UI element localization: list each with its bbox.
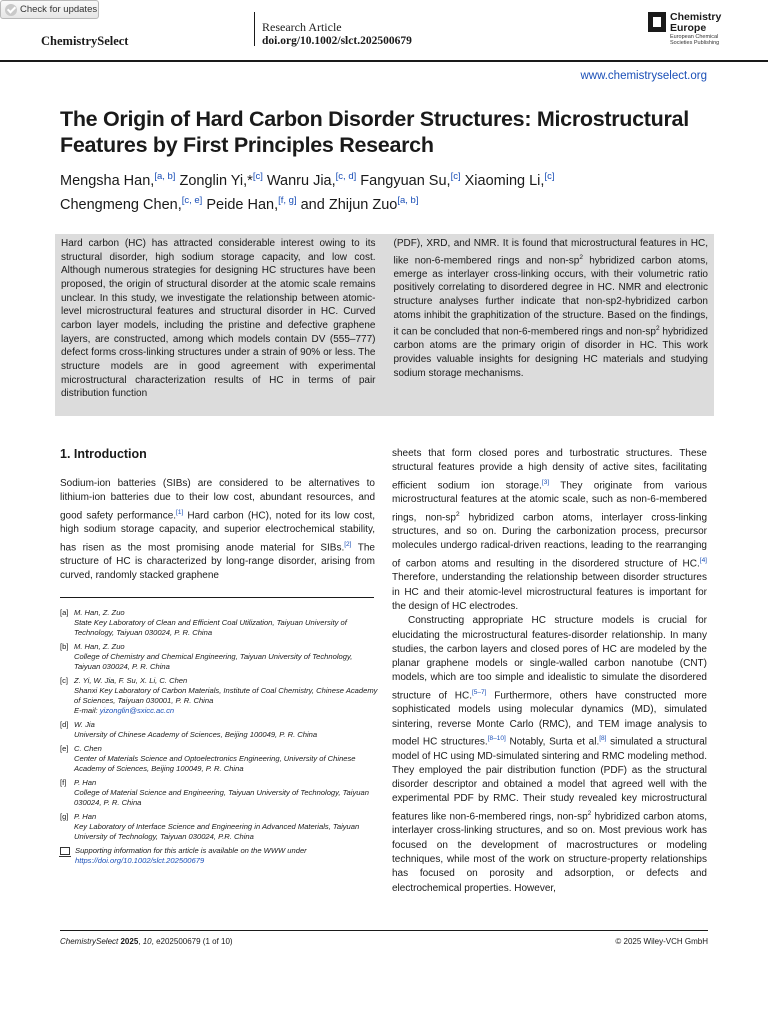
intro-left-column xyxy=(60,447,375,584)
article-title: The Origin of Hard Carbon Disorder Structures: Microstructural Features by First Principles Research xyxy=(60,107,689,157)
section-heading-introduction: 1. Introduction xyxy=(60,447,147,461)
abstract-left-column: Hard carbon (HC) has attracted considerable interest owing to its structural disorder, high sodium storage capacity, and low cost. Although numerous strategies for designing HC structures have been proposed, the origin of structural disorder at the atomic scale remains unclear. In this study, we investigate the relationship between atomic-level microstructural features and structural disorder in HC. Curved carbon layer models, including the pristine and defective graphene layers, are constructed, among which models contain DV (555–777) defect forms cross-linking structures under a strain of 90% or less. The structure models are in good agreement with experimental microstructural characterization results of HC in terms of pair distribution function xyxy=(61,238,376,400)
author-affiliation-ref[interactable]: [a, b] xyxy=(154,171,176,182)
author-affiliation-ref[interactable]: [c, e] xyxy=(181,194,203,206)
abstract-right-column: (PDF), XRD, and NMR. It is found that microstructural features in HC, like non-6-membered rings and non-$sp^2$ hybridized carbon atoms, emerge as interlayer cross-linking occurs, with their volumetric ratio positively correlating to disordered degree in HC. NMR and electronic structure analyses further indicate that non-sp2-hybridized carbon atoms inhibit the graphitization of the structure. Based on the findings, it can be concluded that non-6-membered rings and non-$sp^2$ hybridized carbon atoms are the primary origin of disorder in HC. This work provides valuable insights for designing HC materials and studying sodium storage mechanisms. xyxy=(393,238,708,379)
intro-right-column xyxy=(392,447,707,896)
intro-paragraph-2: Constructing appropriate HC structure models is crucial for elucidating the microstructural features-disorder relationship. In many studies, the carbon layers and closed pores of HC are modeled by the planar graphene models or single-walled carbon nanotube (CNT) models, which are too simple and idealistic to simulate the disordered structure of HC.[5–7] Furthermore, others have constructed more sophisticated models using molecular dynamics (MD), simulated sintering, reverse Monte Carlo (RMC), and TEM image analysis to model HC structures.[8–10] Notably, Surta et al.[8] simulated a structural model of HC using MD-simulated sintering and RMC modeling method. They employed the pair distribution function (PDF) as the structural disorder descriptor and obtained a model that agreed well with the experimental PDF by RMC. Their study revealed key microstructural features like non-6-membered rings, non-$sp^2$ hybridized carbon atoms, interlayer cross-linking structures, and so on. Most previous work has focused on the development of macrostructures or modeling techniques, while most of the work on structure-property relationships has focused on porosity and adsorption, or defects and electrochemical properties. However, xyxy=(392,615,707,894)
intro-paragraph-continued: sheets that form closed pores and turbostratic structures. These structural features provide a high density of active sites, facilitating efficient sodium ion storage.[3] They originate from various microstructural features at the atomic scale, such as non-6-membered rings, non-$sp^2$ hybridized carbon atoms, interlayer cross-linking structures, and so on. During the carbonization process, precursor molecules undergo radical-driven reactions, leading to the rearranging of carbon atoms and resulting in the disordered structure of HC.[4] Therefore, understanding the relationship between disorder structures in HC and their atomic-level microstructural features is important for the design of HC electrodes. xyxy=(392,448,707,612)
citation-ref[interactable]: [2] xyxy=(344,540,352,548)
affiliation-item: [b] M. Han, Z. Zuo College of Chemistry and Chemical Engineering, Taiyuan University of Technology, Taiyuan 030024, P. R. China xyxy=(60,642,353,671)
affiliation-item: [g] P. Han Key Laboratory of Interface Science and Engineering in Advanced Materials, Taiyuan University of Technology, Taiyuan 030024, P.R. China xyxy=(60,812,360,841)
author-affiliation-ref[interactable]: [f, g] xyxy=(278,194,297,206)
citation-ref[interactable]: [5–7] xyxy=(471,688,487,696)
chemistry-europe-logo-icon xyxy=(648,12,666,32)
header-divider xyxy=(254,12,255,46)
footer-citation: ChemistrySelect 2025, 10, e202500679 (1 of 10) xyxy=(60,937,233,946)
affiliation-item: [e] C. Chen Center of Materials Science and Optoelectronics Engineering, University of Chinese Academy of Sciences, Beijing 100049, P. R. China xyxy=(60,744,356,773)
check-for-updates-badge[interactable] xyxy=(0,0,99,19)
author-name: Peide Han, xyxy=(202,196,279,213)
doi-link[interactable]: doi.org/10.1002/slct.202500679 xyxy=(262,35,412,47)
author-name: Mengsha Han, xyxy=(60,172,155,189)
citation-ref[interactable]: [3] xyxy=(541,478,550,486)
affiliations-list xyxy=(60,608,380,866)
journal-name: ChemistrySelect xyxy=(41,34,129,48)
citation-ref[interactable]: [4] xyxy=(699,556,707,564)
author-name: Fangyuan Su, xyxy=(356,172,451,189)
author-affiliation-ref[interactable]: [c] xyxy=(544,171,555,182)
journal-website-link[interactable]: www.chemistryselect.org xyxy=(580,70,707,82)
intro-paragraph: Sodium-ion batteries (SIBs) are considered to be alternatives to lithium-ion batteries due to their low cost, abundant resources, and good safety performance.[1] Hard carbon (HC), noted for its low cost, high sodium storage capacity, and superior electrochemical stability, has risen as the most promising anode material for SIBs.[2] The structure of HC is characterized by long-range disorder, arising from curved, randomly stacked graphene xyxy=(60,478,375,582)
check-for-updates-label: Check for updates xyxy=(20,4,98,15)
publisher-logo[interactable] xyxy=(648,12,730,46)
publisher-subtitle: European Chemical Societies Publishing xyxy=(670,34,720,46)
footer-rule xyxy=(60,930,708,931)
article-type: Research Article xyxy=(262,20,342,34)
author-name: and Zhijun Zuo xyxy=(296,196,398,213)
abstract-box xyxy=(55,234,714,416)
author-affiliation-ref[interactable]: [c] xyxy=(252,171,263,182)
supporting-info-link[interactable]: https://doi.org/10.1002/slct.202500679 xyxy=(75,856,205,865)
citation-ref[interactable]: [8] xyxy=(599,734,607,742)
author-affiliation-ref[interactable]: [a, b] xyxy=(397,194,419,206)
affiliation-item: [f] P. Han College of Material Science and Engineering, Taiyuan University of Technology, Taiyuan 030024, P. R. China xyxy=(60,778,369,807)
affiliation-item: [a] M. Han, Z. Zuo State Key Laboratory of Clean and Efficient Coal Utilization, Taiyuan University of Technology, Taiyuan 030024, P. R. China xyxy=(60,608,347,637)
supporting-info: Supporting information for this article is available on the WWW under https://doi.org/10.1002/slct.202500679 xyxy=(60,846,380,866)
author-name: Chengmeng Chen, xyxy=(60,196,182,213)
email-link[interactable]: yizonglin@sxicc.ac.cn xyxy=(99,706,175,715)
author-name: Zonglin Yi,* xyxy=(175,172,253,189)
publisher-name-line1: Chemistry xyxy=(670,11,722,23)
publisher-name-line2: Europe xyxy=(670,21,707,34)
affiliation-item: [d] W. Jia University of Chinese Academy of Sciences, Beijing 100049, P. R. China xyxy=(60,720,318,739)
header-rule xyxy=(0,60,768,62)
check-circle-icon xyxy=(5,4,17,16)
affiliation-item: [c] Z. Yi, W. Jia, F. Su, X. Li, C. Chen Shanxi Key Laboratory of Carbon Materials, Institute of Coal Chemistry, Chinese Academy of Sciences, Taiyuan 030001, P. R. China E-mail: yizonglin@sxicc.ac.cn xyxy=(60,676,378,715)
author-name: Wanru Jia, xyxy=(262,172,336,189)
author-list xyxy=(60,167,720,215)
author-affiliation-ref[interactable]: [c, d] xyxy=(335,171,357,182)
footer-copyright: © 2025 Wiley-VCH GmbH xyxy=(615,937,708,946)
author-affiliation-ref[interactable]: [c] xyxy=(450,171,461,182)
supporting-info-icon xyxy=(60,847,70,855)
citation-ref[interactable]: [8–10] xyxy=(487,734,506,742)
author-name: Xiaoming Li, xyxy=(460,172,545,189)
affiliations-divider xyxy=(60,597,374,598)
citation-ref[interactable]: [1] xyxy=(176,508,184,516)
